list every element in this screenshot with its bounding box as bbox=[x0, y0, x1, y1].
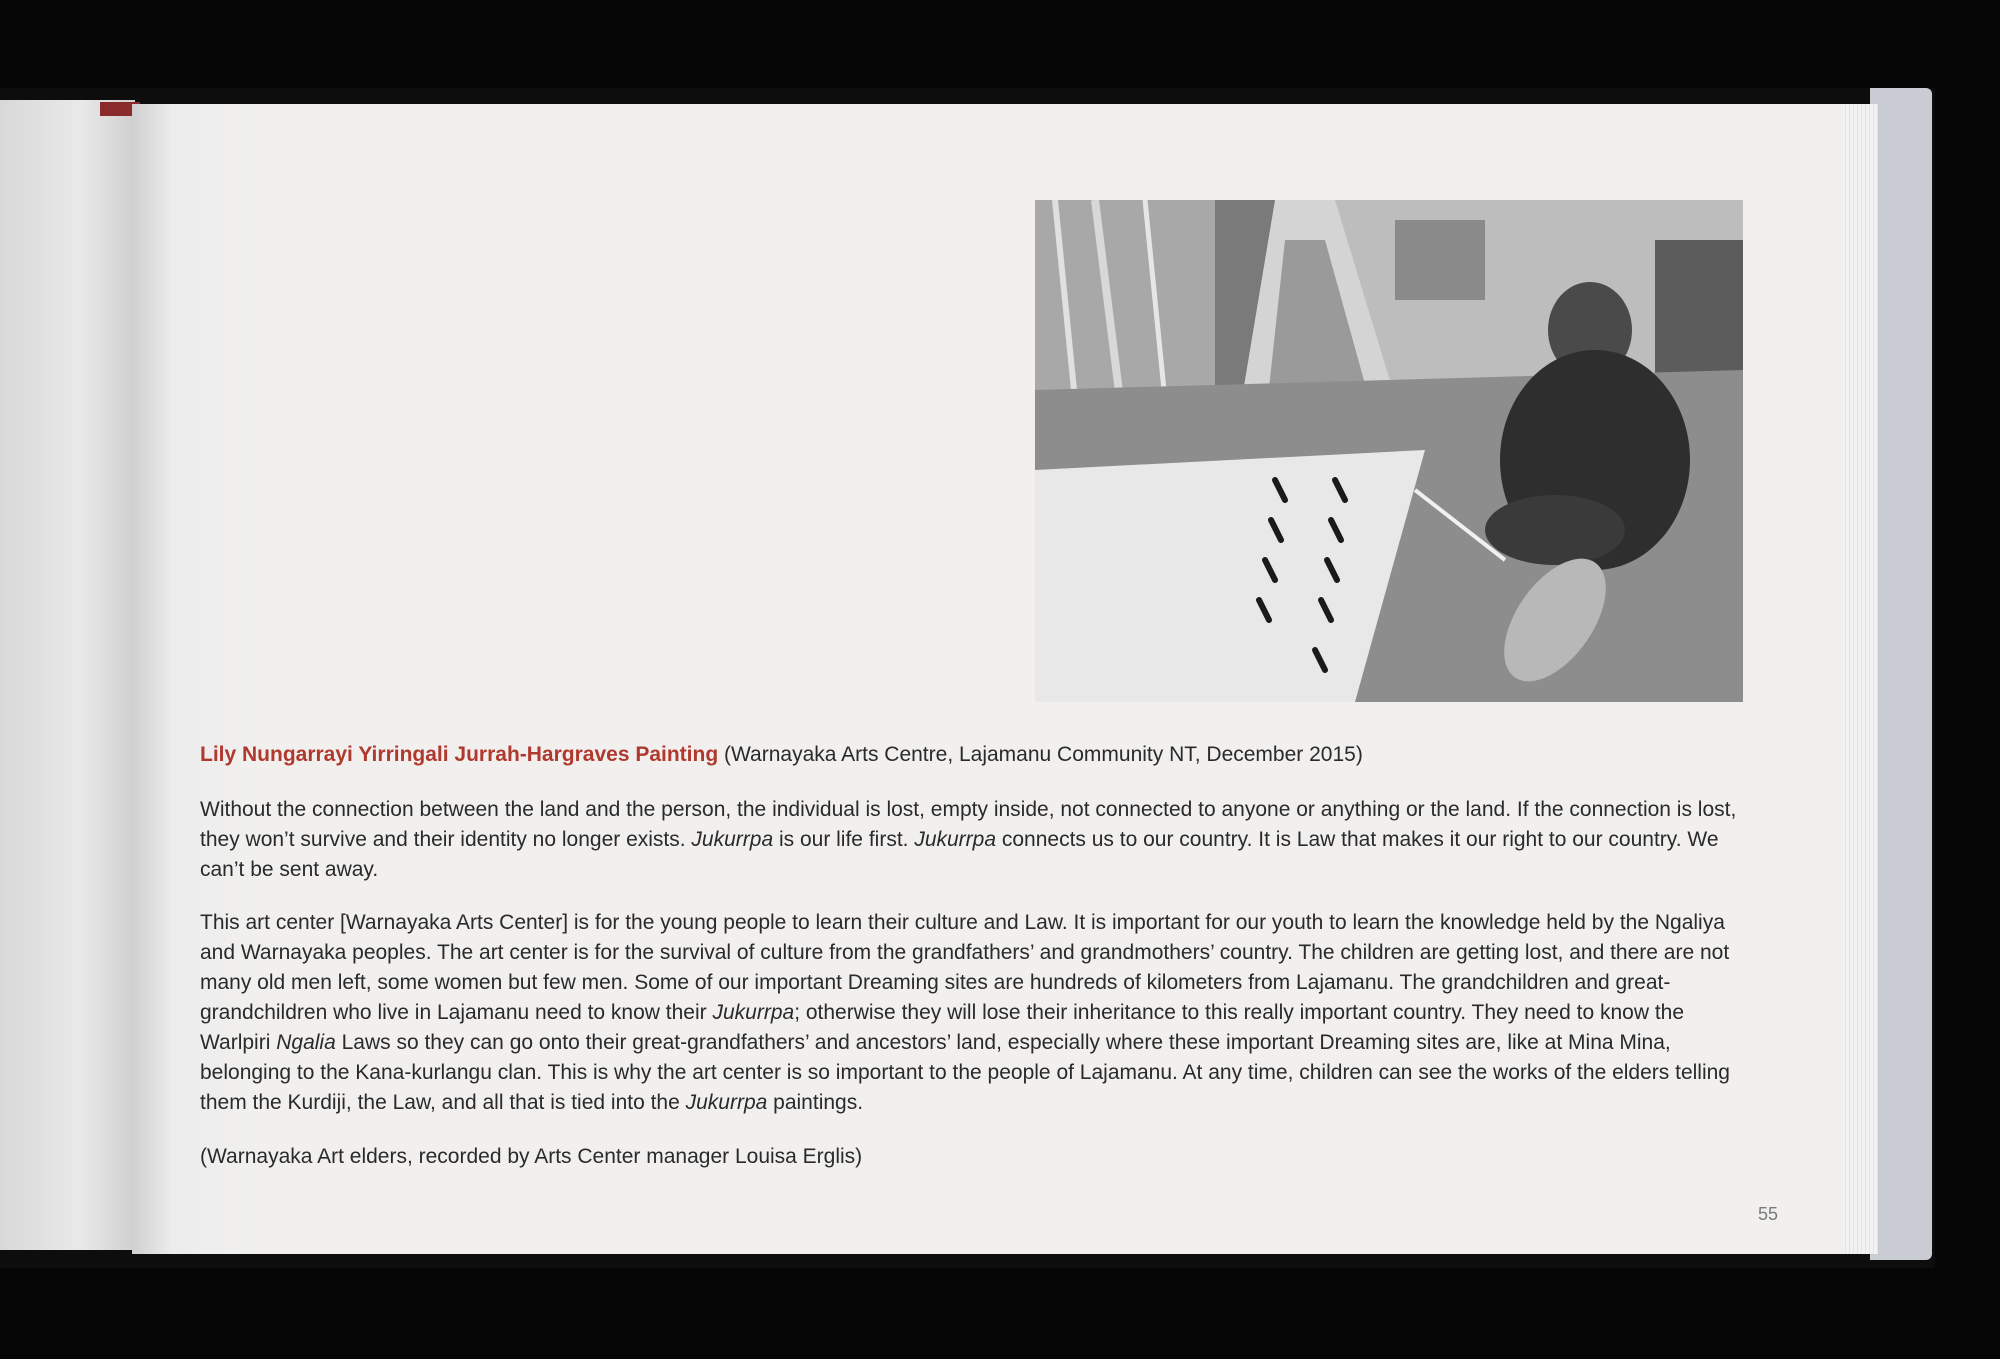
left-page bbox=[0, 100, 135, 1250]
text-run: Laws so they can go onto their great-grandfathers’ and ancestors’ land, especially where these important Dreaming sites are, like at Mina Mina, belonging to the Kana-kurlangu clan. This is why the art center is so important to the people of Lajamanu. At any time, children can see the works of the elders telling them the Kurdiji, the Law, and all that is tied into the bbox=[200, 1031, 1730, 1114]
text-run: This art center [Warnayaka Arts Center] is for the young people to learn their culture and Law. It is important for our youth to learn the knowledge held by the Ngaliya and Warnayaka peoples. The art center is for the survival of culture from the grandfathers’ and grandmothers’ country. The children are getting lost, and there are not many old men left, some women but few men. Some of our important Dreaming sites are hundreds of kilometers from Lajamanu. The grandchildren and great-grandchildren who live in Lajamanu need to know their bbox=[200, 911, 1730, 1024]
caption-details: (Warnayaka Arts Centre, Lajamanu Community NT, December 2015) bbox=[724, 743, 1363, 766]
italic-term: Jukurrpa bbox=[914, 828, 997, 851]
back-cover bbox=[1870, 88, 1932, 1260]
paragraph-2 bbox=[200, 908, 1760, 1118]
text-run: ; otherwise they will lose their inheritance to this really important country. They need to know the Warlpiri bbox=[200, 1001, 1685, 1054]
attribution: (Warnayaka Art elders, recorded by Arts Center manager Louisa Erglis) bbox=[200, 1145, 863, 1168]
italic-term: Ngalia bbox=[276, 1031, 336, 1054]
text-run: is our life first. bbox=[773, 828, 915, 851]
photo-caption bbox=[200, 740, 1760, 770]
italic-term: Jukurrpa bbox=[691, 828, 774, 851]
caption-title: Lily Nungarrayi Yirringali Jurrah-Hargraves Painting bbox=[200, 743, 719, 766]
page-edges bbox=[1838, 104, 1878, 1254]
paragraph-1 bbox=[200, 795, 1760, 885]
italic-term: Jukurrpa bbox=[712, 1001, 795, 1024]
page-number: 55 bbox=[1758, 1204, 1779, 1224]
text-run: paintings. bbox=[767, 1091, 864, 1114]
italic-term: Jukurrpa bbox=[685, 1091, 768, 1114]
text-run: Without the connection between the land and the person, the individual is lost, empty inside, not connected to anyone or anything or the land. If the connection is lost, they won’t survive and their identity no longer exists. bbox=[200, 798, 1737, 851]
artist-photo bbox=[1035, 200, 1743, 702]
text-run: connects us to our country. It is Law that makes it our right to our country. We can’t be sent away. bbox=[200, 828, 1719, 881]
